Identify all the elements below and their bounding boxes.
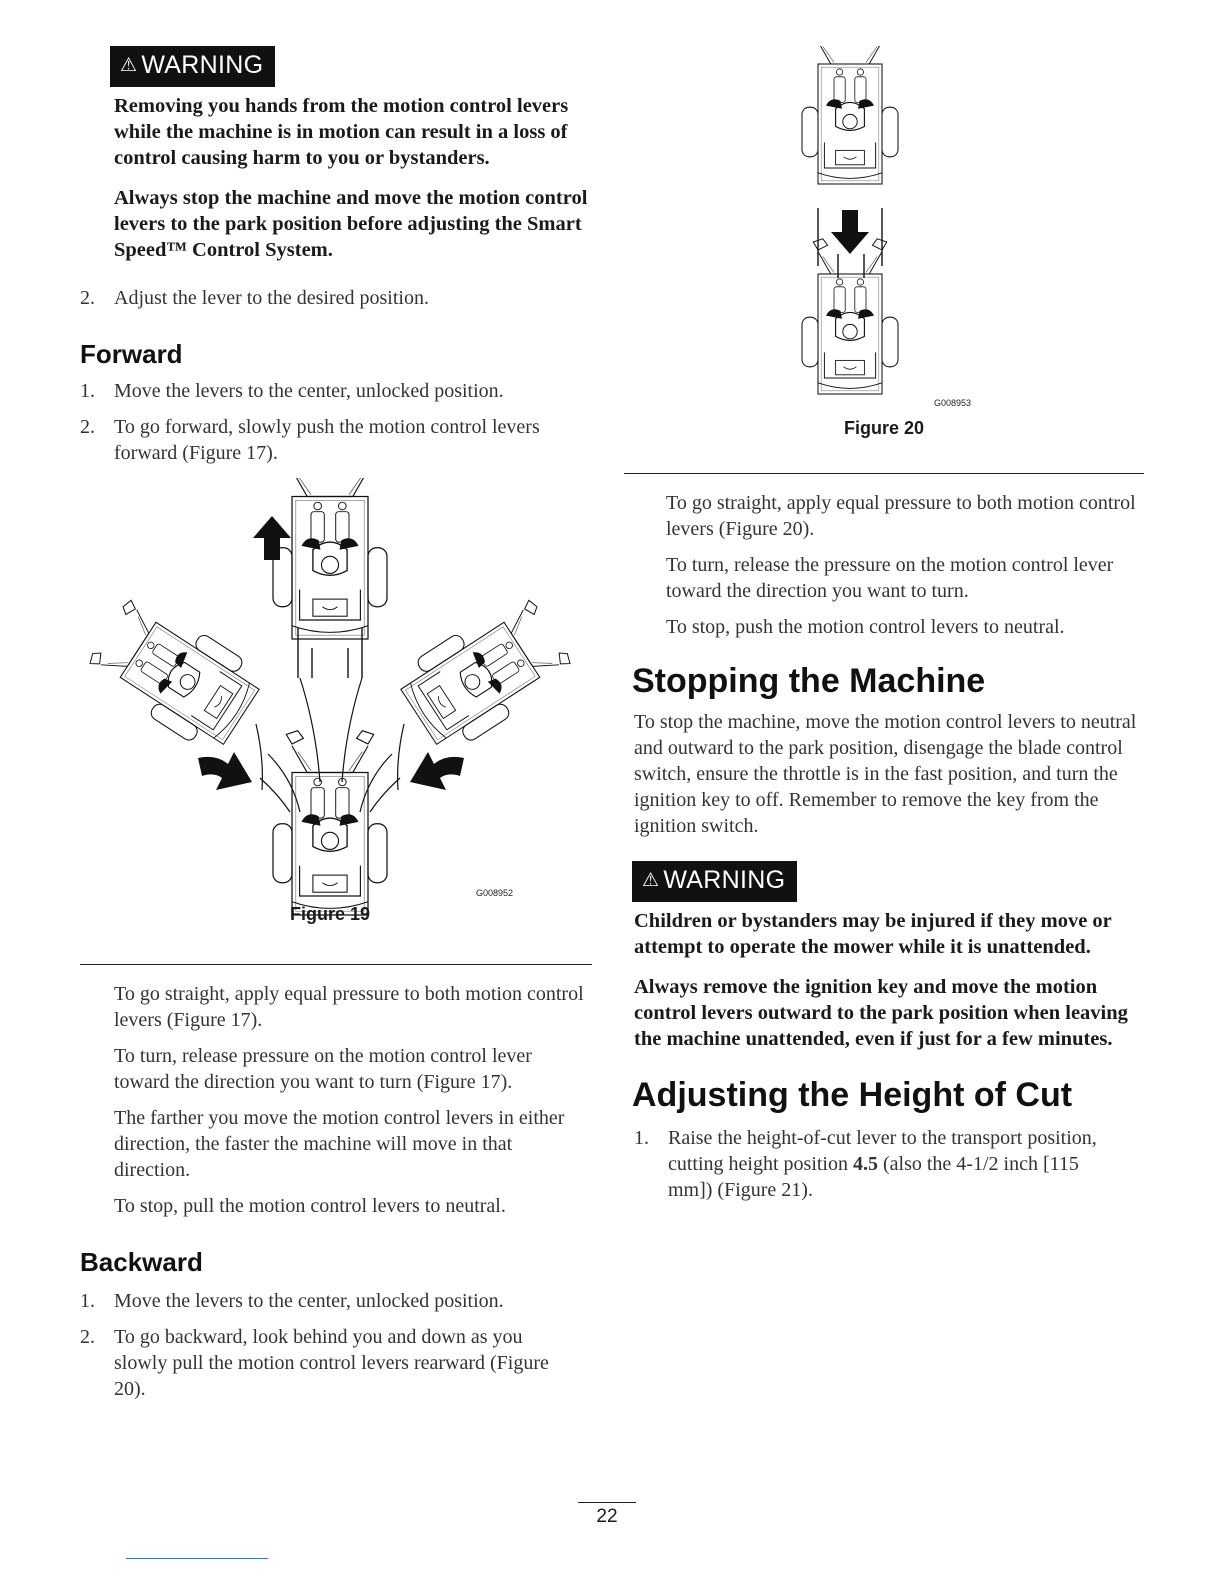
figure-20: [624, 46, 1144, 458]
warning-label: WARNING: [663, 866, 786, 894]
paragraph: To turn, release pressure on the motion control lever toward the direction you want to turn (Figure 17).: [114, 1045, 532, 1093]
mower-top-view-icon: [392, 589, 579, 758]
height-value: 4.5: [853, 1153, 878, 1175]
figure-code: G008953: [934, 398, 972, 408]
list-text: To go backward, look behind you and down as you slowly pull the motion control levers rearward (Figure 20).: [114, 1326, 549, 1400]
list-text-part: Raise the height-of-cut lever to the transport position, cutting height position: [668, 1127, 1097, 1175]
right-column: [624, 46, 1144, 1203]
warning-badge: [632, 861, 797, 902]
page-number: 22: [596, 1506, 618, 1527]
paragraph: To stop, pull the motion control levers to neutral.: [114, 1195, 506, 1217]
mower-turning-diagram: [80, 478, 592, 928]
mower-top-view-icon: [81, 589, 268, 758]
list-item: [80, 1324, 592, 1402]
warning-badge: [110, 46, 275, 87]
paragraph: To go straight, apply equal pressure to both motion control levers (Figure 17).: [114, 983, 584, 1031]
warning-text: Always remove the ignition key and move the motion control levers outward to the park position when leaving the machine unattended, even if just for a few minutes.: [634, 976, 1128, 1050]
warning-triangle-icon: ⚠: [642, 870, 660, 891]
paragraph: The farther you move the motion control levers in either direction, the faster the machine will move in that direction.: [114, 1107, 565, 1181]
list-text: Move the levers to the center, unlocked position.: [114, 380, 504, 402]
list-item: [80, 414, 592, 466]
warning-text: Always stop the machine and move the motion control levers to the park position before adjusting the Smart Speed™ Control System.: [114, 187, 588, 261]
left-column: [80, 46, 592, 1402]
arrow-icon: [410, 752, 464, 790]
list-text-part: (also the 4-1/2 inch [115 mm]) (Figure 21).: [668, 1153, 1079, 1201]
figure-caption: Figure 19: [289, 904, 371, 924]
list-item: [80, 378, 592, 404]
mower-top-view-icon: [802, 239, 898, 394]
mower-top-view-icon: [273, 478, 387, 639]
list-number: 1.: [634, 1127, 649, 1149]
list-item: [80, 1288, 592, 1314]
arrow-icon: [253, 516, 291, 560]
warning-triangle-icon: ⚠: [120, 55, 138, 76]
list-text: To go forward, slowly push the motion control levers forward (Figure 17).: [114, 416, 540, 464]
mower-top-view-icon: [273, 731, 387, 915]
warning-text: Removing you hands from the motion control levers while the machine is in motion can result in a loss of control causing harm to you or bystanders.: [114, 95, 569, 169]
warning-label: WARNING: [141, 51, 264, 79]
page-number-rule: [578, 1502, 636, 1503]
figure-code: G008952: [476, 888, 514, 898]
paragraph: To go straight, apply equal pressure to both motion control levers (Figure 20).: [666, 492, 1136, 540]
section-heading: Stopping the Machine: [632, 662, 986, 700]
list-number: 2.: [80, 416, 95, 438]
mower-top-view-icon: [802, 46, 898, 184]
section-heading: Adjusting the Height of Cut: [632, 1076, 1073, 1114]
list-number: 2.: [80, 287, 95, 309]
paragraph: To stop, push the motion control levers to neutral.: [666, 616, 1065, 638]
list-text: [668, 1125, 1144, 1203]
list-text: Adjust the lever to the desired position.: [114, 287, 429, 309]
list-item: [80, 285, 592, 311]
paragraph: To turn, release the pressure on the motion control lever toward the direction you want to turn.: [666, 554, 1114, 602]
arrow-icon: [831, 210, 869, 254]
list-text: Move the levers to the center, unlocked position.: [114, 1290, 504, 1312]
list-number: 1.: [80, 1290, 95, 1312]
warning-text: Children or bystanders may be injured if they move or attempt to operate the mower while it is unattended.: [634, 910, 1112, 958]
divider: [624, 473, 1144, 474]
divider: [80, 964, 592, 965]
list-item: [634, 1125, 1144, 1203]
mower-backward-diagram: [624, 46, 1144, 426]
section-heading: Forward: [80, 339, 183, 369]
arrow-icon: [198, 752, 252, 790]
footer-link-underline: [126, 1558, 268, 1559]
figure-19: [80, 478, 592, 928]
section-heading: Backward: [80, 1247, 203, 1277]
paragraph: To stop the machine, move the motion control levers to neutral and outward to the park position, disengage the blade control switch, ensure the throttle is in the fast position, and turn the ignition key to off. Remember to remove the key from the ignition switch.: [634, 711, 1137, 837]
figure-caption: Figure 20: [843, 418, 925, 438]
list-number: 1.: [80, 380, 95, 402]
list-number: 2.: [80, 1326, 95, 1348]
